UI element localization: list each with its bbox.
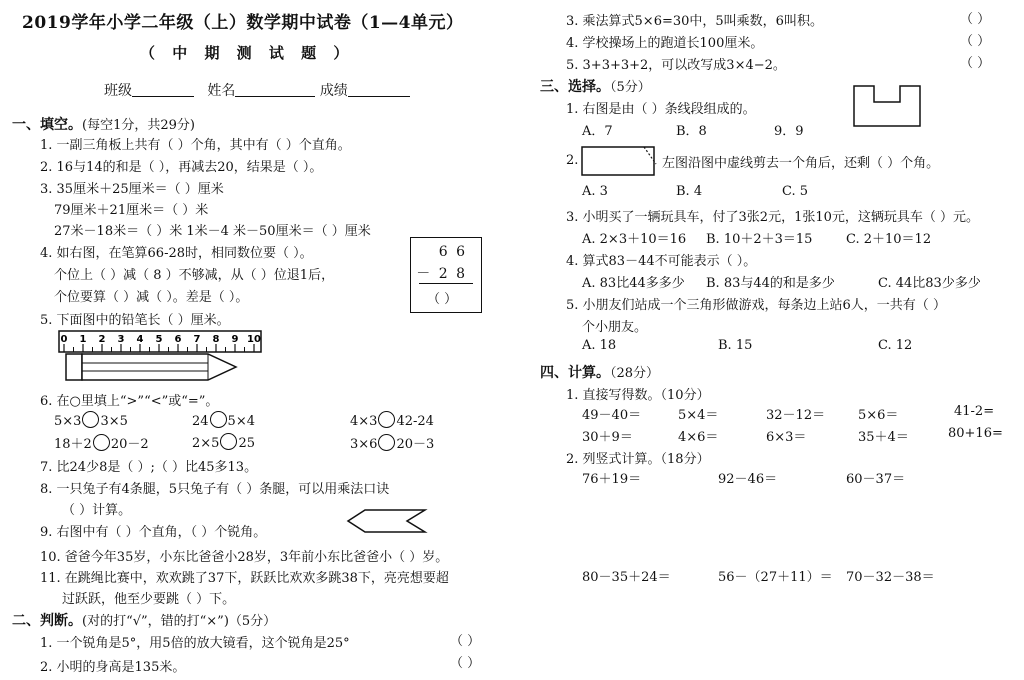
cut-rectangle-figure <box>580 144 662 178</box>
choice-q4: 4. 算式83－44不可能表示（ ）。 <box>566 254 757 269</box>
judge-q5: 5. 3+3+3+2，可以改写成3×4−2。 <box>566 58 786 73</box>
section-2-note: (对的打“√”，错的打“×”)（5分） <box>82 614 277 629</box>
compare-r1c2: 24 5×4 <box>192 411 255 429</box>
ruler-number: 6 <box>174 334 182 345</box>
vertical-subtraction-box <box>410 237 482 313</box>
section-choice-heading <box>540 76 651 96</box>
choice-q4-option-a[interactable]: A. 83比44多多少 <box>582 276 685 291</box>
calc-part2-title: 2. 列竖式计算。（18分） <box>566 452 710 467</box>
calc-part1-title: 1. 直接写得数。（10分） <box>566 388 710 403</box>
vertical-calc-item: 80－35＋24＝ <box>582 570 671 585</box>
judge-q4-answer[interactable]: （ ） <box>960 34 991 49</box>
ruler-number: 9 <box>231 334 239 345</box>
calc-item: 32－12＝ <box>766 408 826 423</box>
compare-circle[interactable] <box>93 434 110 451</box>
section-1-title: 一、填空。 <box>12 117 82 133</box>
fill-q7: 7. 比24少8是（ ）;（ ）比45多13。 <box>40 460 258 475</box>
notched-rectangle <box>854 86 920 126</box>
fill-q1: 1. 一副三角板上共有（ ）个角，其中有（ ）个直角。 <box>40 138 351 153</box>
choice-q5a: 5. 小朋友们站成一个三角形做游戏，每条边上站6人，一共有（ ） <box>566 298 946 313</box>
choice-q2-option-a[interactable]: A. 3 <box>582 184 608 199</box>
class-blank[interactable] <box>132 96 194 97</box>
ruler-number: 1 <box>79 334 87 345</box>
compare-circle[interactable] <box>220 433 237 450</box>
judge-q3-answer[interactable]: （ ） <box>960 12 991 27</box>
vertical-calc-item: 70－32－38＝ <box>846 570 935 585</box>
ruler-number: 2 <box>98 334 106 345</box>
difference-blank[interactable]: （ ） <box>427 292 458 307</box>
compare-circle[interactable] <box>210 411 227 428</box>
name-blank[interactable] <box>235 96 315 97</box>
calc-item: 5×6＝ <box>858 408 899 423</box>
section-3-title: 三、选择。 <box>540 79 610 95</box>
choice-q4-option-c[interactable]: C. 44比83少多少 <box>878 276 981 291</box>
choice-q3-option-a[interactable]: A. 2×3＋10＝16 <box>582 232 687 247</box>
section-2-title: 二、判断。 <box>12 613 82 629</box>
fill-q3c: 27米－18米＝（ ）米 1米－4 米－50厘米＝（ ）厘米 <box>54 224 371 239</box>
fill-q9: 9. 右图中有（ ）个直角，（ ）个锐角。 <box>40 525 267 540</box>
choice-q3: 3. 小明买了一辆玩具车，付了3张2元，1张10元，这辆玩具车（ ）元。 <box>566 210 980 225</box>
judge-q1-answer[interactable]: （ ） <box>450 634 481 649</box>
choice-q2-number: 2. <box>566 153 579 168</box>
fill-q2: 2. 16与14的和是（ ），再减去20，结果是（ ）。 <box>40 160 323 175</box>
judge-q4: 4. 学校操场上的跑道长100厘米。 <box>566 36 764 51</box>
calc-item: 35＋4＝ <box>858 430 909 445</box>
angle-shape <box>348 510 425 532</box>
compare-r2c1: 18＋2 20－2 <box>54 433 149 452</box>
choice-q5-option-c[interactable]: C. 12 <box>878 338 913 353</box>
section-calc-heading <box>540 362 659 382</box>
fill-q10: 10. 爸爸今年35岁，小东比爸爸小28岁，3年前小东比爸爸小（ ）岁。 <box>40 550 449 565</box>
judge-q2-answer[interactable]: （ ） <box>450 656 481 671</box>
section-judge-heading <box>12 610 276 630</box>
ruler-number: 0 <box>60 334 68 345</box>
choice-q4-option-b[interactable]: B. 83与44的和是多少 <box>706 276 835 291</box>
ruler-number: 10 <box>247 334 261 345</box>
vertical-calc-item: 60－37＝ <box>846 472 906 487</box>
section-4-title: 四、计算。 <box>540 365 610 381</box>
minuend: 6 6 <box>438 244 467 260</box>
choice-q1-option-c[interactable]: 9．9 <box>774 124 804 139</box>
cut-rectangle <box>582 147 654 175</box>
ruler-pencil-figure <box>58 330 264 384</box>
angle-shape-figure <box>345 506 429 536</box>
choice-q2-option-c[interactable]: C. 5 <box>782 184 809 199</box>
compare-circle[interactable] <box>378 434 395 451</box>
choice-q3-option-b[interactable]: B. 10＋2＋3＝15 <box>706 232 813 247</box>
exam-subtitle: （ 中 期 测 试 题 ） <box>140 44 355 62</box>
choice-q1-option-a[interactable]: A．7 <box>582 124 613 139</box>
section-3-note: （5分） <box>610 80 651 95</box>
choice-q2-option-b[interactable]: B. 4 <box>676 184 703 199</box>
vertical-calc-item: 56－（27＋11）＝ <box>718 570 833 585</box>
calc-item: 4×6＝ <box>678 430 719 445</box>
section-fill-blanks-heading <box>12 114 195 134</box>
choice-q1: 1. 右图是由（ ）条线段组成的。 <box>566 102 756 117</box>
judge-q2: 2. 小明的身高是135米。 <box>40 660 186 675</box>
fill-q4b: 个位上（ ）减（ 8 ）不够减，从（ ）位退1后， <box>54 268 335 283</box>
subtraction-line <box>419 283 473 284</box>
ruler-number: 5 <box>155 334 163 345</box>
ruler-number: 4 <box>136 334 144 345</box>
choice-q5-option-b[interactable]: B. 15 <box>718 338 753 353</box>
student-info-row <box>104 80 410 100</box>
score-label: 成绩 <box>319 83 348 99</box>
vertical-calc-item: 76＋19＝ <box>582 472 642 487</box>
choice-q5b: 个小朋友。 <box>582 320 648 335</box>
calc-item: 49－40＝ <box>582 408 642 423</box>
fill-q3a: 3. 35厘米＋25厘米＝（ ）厘米 <box>40 182 224 197</box>
section-1-note: (每空1分，共29分) <box>82 118 195 133</box>
judge-q5-answer[interactable]: （ ） <box>960 56 991 71</box>
fill-q11b: 过跃跃，他至少要跳（ ）下。 <box>62 592 236 607</box>
fill-q8a: 8. 一只兔子有4条腿，5只兔子有（ ）条腿，可以用乘法口诀 <box>40 482 390 497</box>
fill-q6: 6. 在○里填上“>”“<”或“=”。 <box>40 394 219 409</box>
compare-circle[interactable] <box>378 411 395 428</box>
name-label: 姓名 <box>207 83 236 99</box>
calc-item: 6×3＝ <box>766 430 807 445</box>
pencil-eraser <box>66 354 82 380</box>
section-4-note: （28分） <box>610 366 660 381</box>
fill-q3b: 79厘米＋21厘米＝（ ）米 <box>54 203 209 218</box>
ruler-number: 7 <box>193 334 201 345</box>
judge-q1: 1. 一个锐角是5°，用5倍的放大镜看，这个锐角是25° <box>40 636 350 651</box>
choice-q5-option-a[interactable]: A. 18 <box>582 338 617 353</box>
calc-item: 80+16= <box>948 426 1003 441</box>
fill-q4c: 个位要算（ ）减（ ）。差是（ ）。 <box>54 290 249 305</box>
compare-circle[interactable] <box>82 411 99 428</box>
compare-r2c2: 2×5 25 <box>192 433 255 451</box>
compare-r1c1: 5×3 3×5 <box>54 411 128 429</box>
score-blank[interactable] <box>348 96 410 97</box>
line-segments-figure <box>852 84 922 128</box>
pencil-body <box>82 354 236 380</box>
choice-q3-option-c[interactable]: C. 2＋10＝12 <box>846 232 932 247</box>
choice-q2: 左图沿图中虚线剪去一个角后，还剩（ ）个角。 <box>662 156 940 171</box>
fill-q8b: （ ）计算。 <box>62 503 132 518</box>
calc-item: 5×4＝ <box>678 408 719 423</box>
fill-q11a: 11. 在跳绳比赛中，欢欢跳了37下，跃跃比欢欢多跳38下，亮亮想要超 <box>40 571 449 586</box>
ruler-number: 3 <box>117 334 125 345</box>
choice-q1-option-b[interactable]: B．8 <box>676 124 707 139</box>
calc-item: 41-2= <box>954 404 995 419</box>
fill-q5: 5. 下面图中的铅笔长（ ）厘米。 <box>40 313 230 328</box>
subtrahend: － 2 8 <box>416 266 467 282</box>
class-label: 班级 <box>104 83 132 99</box>
ruler-number: 8 <box>212 334 220 345</box>
compare-r2c3: 3×6 20－3 <box>350 433 434 452</box>
exam-title: 2019学年小学二年级（上）数学期中试卷（1—4单元） <box>22 13 464 33</box>
compare-r1c3: 4×3 42-24 <box>350 411 434 429</box>
judge-q3: 3. 乘法算式5×6=30中，5叫乘数，6叫积。 <box>566 14 823 29</box>
vertical-calc-item: 92－46＝ <box>718 472 778 487</box>
calc-item: 30＋9＝ <box>582 430 633 445</box>
fill-q4a: 4. 如右图，在笔算66-28时，相同数位要（ ）。 <box>40 246 313 261</box>
